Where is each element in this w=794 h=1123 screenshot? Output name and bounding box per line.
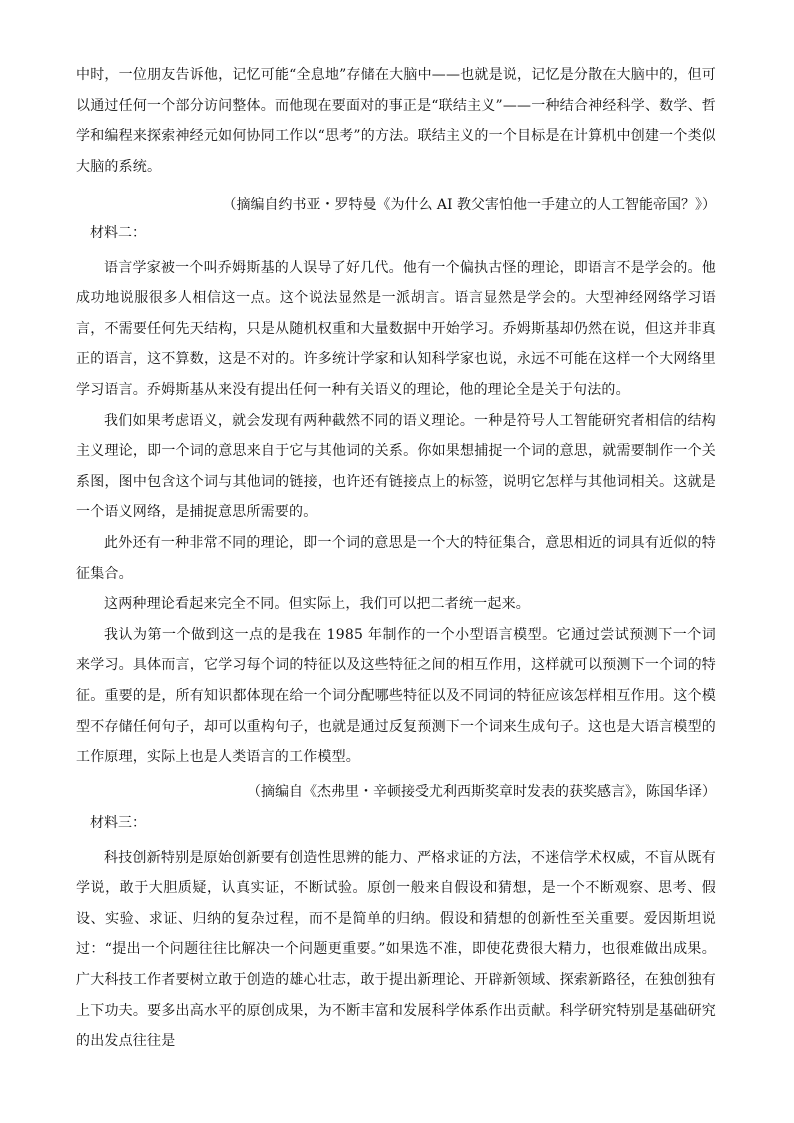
material3-paragraph: 科技创新特别是原始创新要有创造性思辨的能力、严格求证的方法，不迷信学术权威，不盲从既有学说，敢于大胆质疑，认真实证，不断试验。原创一般来自假设和猜想，是一个不断观察、思考、假设、实验、求证、归纳的复杂过程，而不是简单的归纳。假设和猜想的创新性至关重要。爱因斯坦说过：“提出一个问题往往比解决一个问题更重要。”如果选不准，即使花费很大精力，也很难做出成果。广大科技工作者要树立敢于创造的雄心壮志，敢于提出新理论、开辟新领域、探索新路径，在独创独有上下功夫。要多出高水平的原创成果，为不断丰富和发展科学体系作出贡献。科学研究特别是基础研究的出发点往往是 <box>76 849 716 1050</box>
material2-heading: 材料二： <box>90 225 146 241</box>
material3-heading: 材料三： <box>90 815 146 831</box>
material1-source: （摘编自约书亚・罗特曼《为什么 AI 教父害怕他一手建立的人工智能帝国？》） <box>222 197 716 214</box>
material2-section <box>76 218 716 807</box>
material2-paragraph-5: 我认为第一个做到这一点的是我在 1985 年制作的一个小型语言模型。它通过尝试预测下一个词来学习。具体而言，它学习每个词的特征以及这些特征之间的相互作用，这样就可以预测下一个词的特征。重要的是，所有知识都体现在给一个词分配哪些特征以及不同词的特征应该怎样相互作用。这个模型不存储任何句子，却可以重构句子，也就是通过反复预测下一个词来生成句子。这也是大语言模型的工作原理，实际上也是人类语言的工作模型。 <box>76 626 716 766</box>
material2-source: （摘编自《杰弗里・辛顿接受尤利西斯奖章时发表的获奖感言》，陈国华译） <box>247 783 716 800</box>
material3-section <box>76 808 716 1057</box>
material2-paragraph-2: 我们如果考虑语义，就会发现有两种截然不同的语义理论。一种是符号人工智能研究者相信的结构主义理论，即一个词的意思来自于它与其他词的关系。你如果想捕捉一个词的意思，就需要制作一个关系图，图中包含这个词与其他词的链接，也许还有链接点上的标签，说明它怎样与其他词相关。这就是一个语义网络，是捕捉意思所需要的。 <box>76 412 716 521</box>
material1-section <box>76 60 716 221</box>
material1-tail-paragraph: 中时，一位朋友告诉他，记忆可能“全息地”存储在大脑中——也就是说，记忆是分散在大脑中的，但可以通过任何一个部分访问整体。而他现在要面对的事正是“联结主义”——一种结合神经科学、数学、哲学和编程来探索神经元如何协同工作以“思考”的方法。联结主义的一个目标是在计算机中创建一个类似大脑的系统。 <box>76 67 716 175</box>
material2-paragraph-3: 此外还有一种非常不同的理论，即一个词的意思是一个大的特征集合，意思相近的词具有近似的特征集合。 <box>76 534 716 582</box>
material2-paragraph-4: 这两种理论看起来完全不同。但实际上，我们可以把二者统一起来。 <box>104 596 530 613</box>
material2-paragraph-1: 语言学家被一个叫乔姆斯基的人误导了好几代。他有一个偏执古怪的理论，即语言不是学会的。他成功地说服很多人相信这一点。这个说法显然是一派胡言。语言显然是学会的。大型神经网络学习语言，不需要任何先天结构，只是从随机权重和大量数据中开始学习。乔姆斯基却仍然在说，但这并非真正的语言，这不算数，这是不对的。许多统计学家和认知科学家也说，永远不可能在这样一个大网络里学习语言。乔姆斯基从来没有提出任何一种有关语义的理论，他的理论全是关于句法的。 <box>76 259 716 398</box>
